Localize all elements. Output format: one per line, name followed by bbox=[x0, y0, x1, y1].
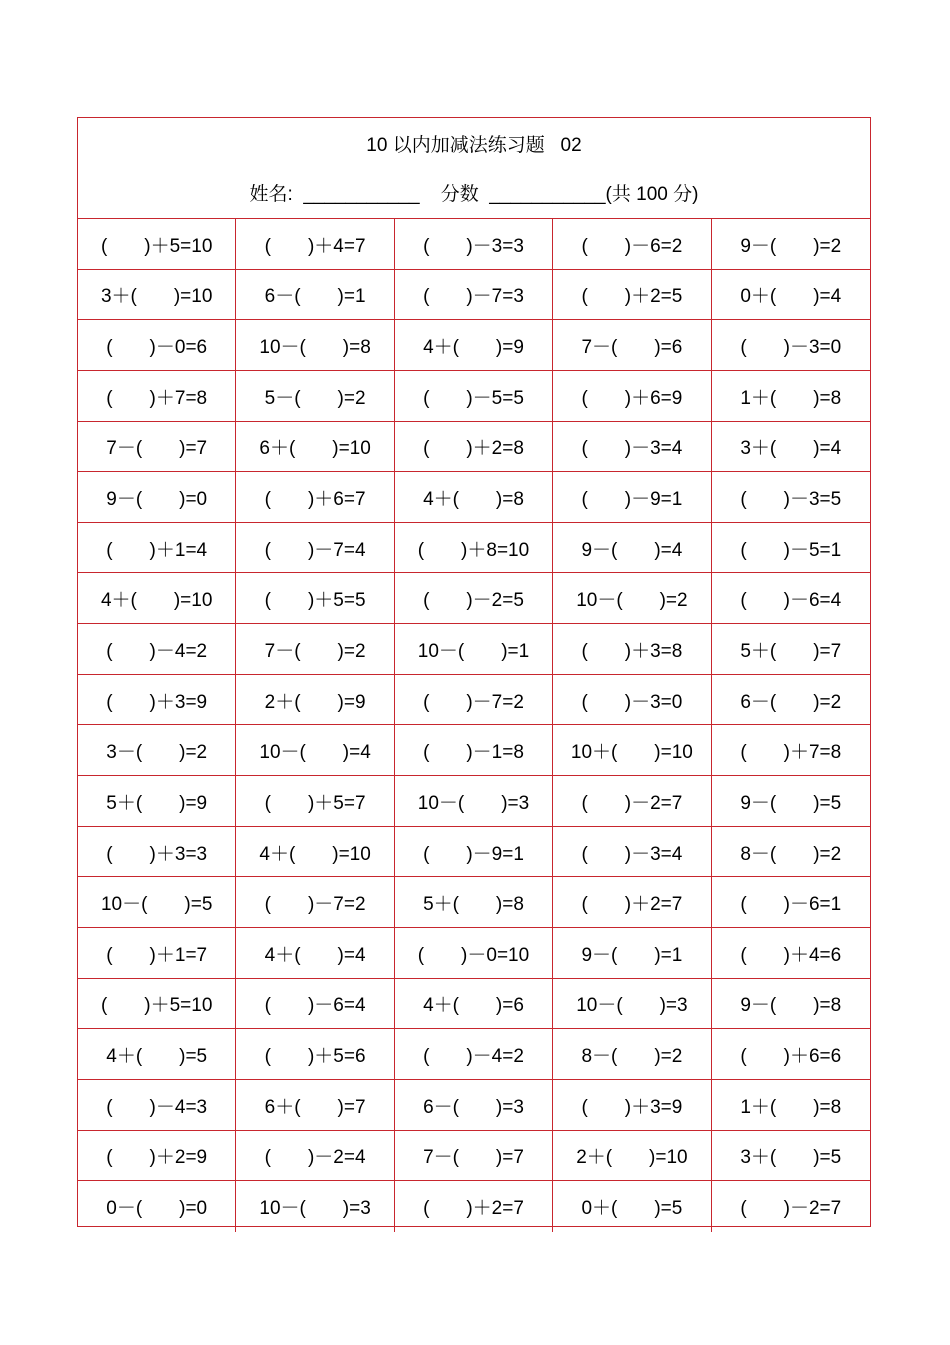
problem-cell: ( )＋2=7 bbox=[395, 1181, 553, 1232]
problem-cell: ( )－2=4 bbox=[236, 1131, 394, 1182]
problem-cell: 10－( )=8 bbox=[236, 320, 394, 371]
problem-cell: 8－( )=2 bbox=[553, 1029, 711, 1080]
problem-grid bbox=[78, 219, 870, 1232]
problem-cell: ( )－3=4 bbox=[553, 827, 711, 878]
problem-cell: 6＋( )=7 bbox=[236, 1080, 394, 1131]
problem-cell: 10－( )=3 bbox=[236, 1181, 394, 1232]
problem-cell: 5＋( )=9 bbox=[78, 776, 236, 827]
problem-cell: 4＋( )=9 bbox=[395, 320, 553, 371]
problem-cell: 0－( )=0 bbox=[78, 1181, 236, 1232]
problem-cell: ( )－2=5 bbox=[395, 573, 553, 624]
problem-cell: ( )－3=0 bbox=[712, 320, 870, 371]
problem-cell: 10－( )=3 bbox=[395, 776, 553, 827]
worksheet-title: 10 以内加减法练习题 02 bbox=[366, 135, 582, 156]
problem-cell: ( )－5=5 bbox=[395, 371, 553, 422]
problem-cell: 10－( )=3 bbox=[553, 979, 711, 1030]
problem-cell: 9－( )=8 bbox=[712, 979, 870, 1030]
problem-cell: 2＋( )=10 bbox=[553, 1131, 711, 1182]
problem-cell: ( )－1=8 bbox=[395, 725, 553, 776]
problem-cell: 8－( )=2 bbox=[712, 827, 870, 878]
problem-cell: ( )－7=4 bbox=[236, 523, 394, 574]
problem-cell: ( )＋5=7 bbox=[236, 776, 394, 827]
problem-cell: 1＋( )=8 bbox=[712, 1080, 870, 1131]
problem-cell: ( )＋2=9 bbox=[78, 1131, 236, 1182]
problem-cell: ( )＋5=10 bbox=[78, 979, 236, 1030]
problem-cell: ( )＋2=8 bbox=[395, 422, 553, 473]
problem-cell: 9－( )=0 bbox=[78, 472, 236, 523]
problem-cell: ( )－3=3 bbox=[395, 219, 553, 270]
problem-cell: 6＋( )=10 bbox=[236, 422, 394, 473]
problem-cell: ( )＋1=4 bbox=[78, 523, 236, 574]
problem-cell: 3－( )=2 bbox=[78, 725, 236, 776]
problem-cell: ( )＋1=7 bbox=[78, 928, 236, 979]
problem-cell: ( )－2=7 bbox=[553, 776, 711, 827]
problem-cell: 6－( )=3 bbox=[395, 1080, 553, 1131]
problem-cell: 10－( )=4 bbox=[236, 725, 394, 776]
problem-cell: ( )－7=3 bbox=[395, 270, 553, 321]
problem-cell: ( )－6=2 bbox=[553, 219, 711, 270]
problem-cell: 10＋( )=10 bbox=[553, 725, 711, 776]
problem-cell: ( )＋3=8 bbox=[553, 624, 711, 675]
problem-cell: ( )－0=10 bbox=[395, 928, 553, 979]
problem-cell: ( )＋7=8 bbox=[712, 725, 870, 776]
problem-cell: ( )＋4=7 bbox=[236, 219, 394, 270]
problem-cell: ( )＋6=9 bbox=[553, 371, 711, 422]
problem-cell: ( )－5=1 bbox=[712, 523, 870, 574]
problem-cell: 7－( )=7 bbox=[395, 1131, 553, 1182]
problem-cell: ( )－4=3 bbox=[78, 1080, 236, 1131]
problem-cell: 4＋( )=10 bbox=[236, 827, 394, 878]
problem-cell: ( )＋7=8 bbox=[78, 371, 236, 422]
problem-cell: ( )－2=7 bbox=[740, 1198, 842, 1220]
problem-cell: 9－( )=5 bbox=[712, 776, 870, 827]
problem-cell: 4＋( )=5 bbox=[78, 1029, 236, 1080]
problem-cell: ( )－6=4 bbox=[236, 979, 394, 1030]
problem-cell: 1＋( )=8 bbox=[712, 371, 870, 422]
problem-cell: 10－( )=1 bbox=[395, 624, 553, 675]
problem-cell: ( )＋6=6 bbox=[712, 1029, 870, 1080]
problem-cell: ( )＋4=6 bbox=[712, 928, 870, 979]
problem-cell: ( )＋2=7 bbox=[553, 877, 711, 928]
problem-cell: 7－( )=7 bbox=[78, 422, 236, 473]
problem-cell: ( )＋8=10 bbox=[395, 523, 553, 574]
problem-cell: 4＋( )=6 bbox=[395, 979, 553, 1030]
problem-cell: ( )－0=6 bbox=[78, 320, 236, 371]
problem-cell: 10－( )=5 bbox=[78, 877, 236, 928]
problem-cell: ( )－4=2 bbox=[395, 1029, 553, 1080]
problem-cell: ( )＋6=7 bbox=[236, 472, 394, 523]
worksheet-header bbox=[78, 118, 870, 219]
problem-cell: ( )－3=5 bbox=[712, 472, 870, 523]
problem-cell: 9－( )=1 bbox=[553, 928, 711, 979]
problem-cell: 4＋( )=8 bbox=[395, 472, 553, 523]
problem-cell: 3＋( )=4 bbox=[712, 422, 870, 473]
problem-cell: 3＋( )=10 bbox=[78, 270, 236, 321]
problem-cell: 9－( )=4 bbox=[553, 523, 711, 574]
problem-cell: ( )－3=4 bbox=[553, 422, 711, 473]
problem-cell: 0＋( )=5 bbox=[553, 1181, 711, 1232]
problem-cell: 0＋( )=4 bbox=[712, 270, 870, 321]
problem-cell: ( )＋2=5 bbox=[553, 270, 711, 321]
worksheet-frame bbox=[77, 117, 871, 1227]
problem-cell: ( )＋3=3 bbox=[78, 827, 236, 878]
problem-cell: 4＋( )=4 bbox=[236, 928, 394, 979]
problem-cell: 7－( )=6 bbox=[553, 320, 711, 371]
problem-cell: 3＋( )=5 bbox=[712, 1131, 870, 1182]
problem-cell: ( )－4=2 bbox=[78, 624, 236, 675]
problem-cell: ( )＋5=10 bbox=[78, 219, 236, 270]
problem-cell: 9－( )=2 bbox=[712, 219, 870, 270]
problem-cell: ( )－9=1 bbox=[553, 472, 711, 523]
problem-cell: ( )－6=4 bbox=[712, 573, 870, 624]
problem-cell: ( )＋3=9 bbox=[553, 1080, 711, 1131]
problem-cell: 4＋( )=10 bbox=[78, 573, 236, 624]
problem-cell: ( )－7=2 bbox=[236, 877, 394, 928]
problem-cell: 6－( )=1 bbox=[236, 270, 394, 321]
problem-cell: 5－( )=2 bbox=[236, 371, 394, 422]
problem-cell: 10－( )=2 bbox=[553, 573, 711, 624]
problem-cell: 5＋( )=7 bbox=[712, 624, 870, 675]
problem-cell: ( )－6=1 bbox=[712, 877, 870, 928]
problem-cell: 6－( )=2 bbox=[712, 675, 870, 726]
name-score-line: 姓名: ___________ 分数 ___________(共 100 分) bbox=[249, 184, 699, 205]
problem-cell: ( )＋5=5 bbox=[236, 573, 394, 624]
problem-cell: 7－( )=2 bbox=[236, 624, 394, 675]
problem-cell: ( )－7=2 bbox=[395, 675, 553, 726]
problem-cell: ( )＋3=9 bbox=[78, 675, 236, 726]
problem-cell: ( )－3=0 bbox=[553, 675, 711, 726]
problem-cell: 5＋( )=8 bbox=[395, 877, 553, 928]
problem-cell: 2＋( )=9 bbox=[236, 675, 394, 726]
problem-cell: ( )＋5=6 bbox=[236, 1029, 394, 1080]
problem-cell: ( )－9=1 bbox=[395, 827, 553, 878]
